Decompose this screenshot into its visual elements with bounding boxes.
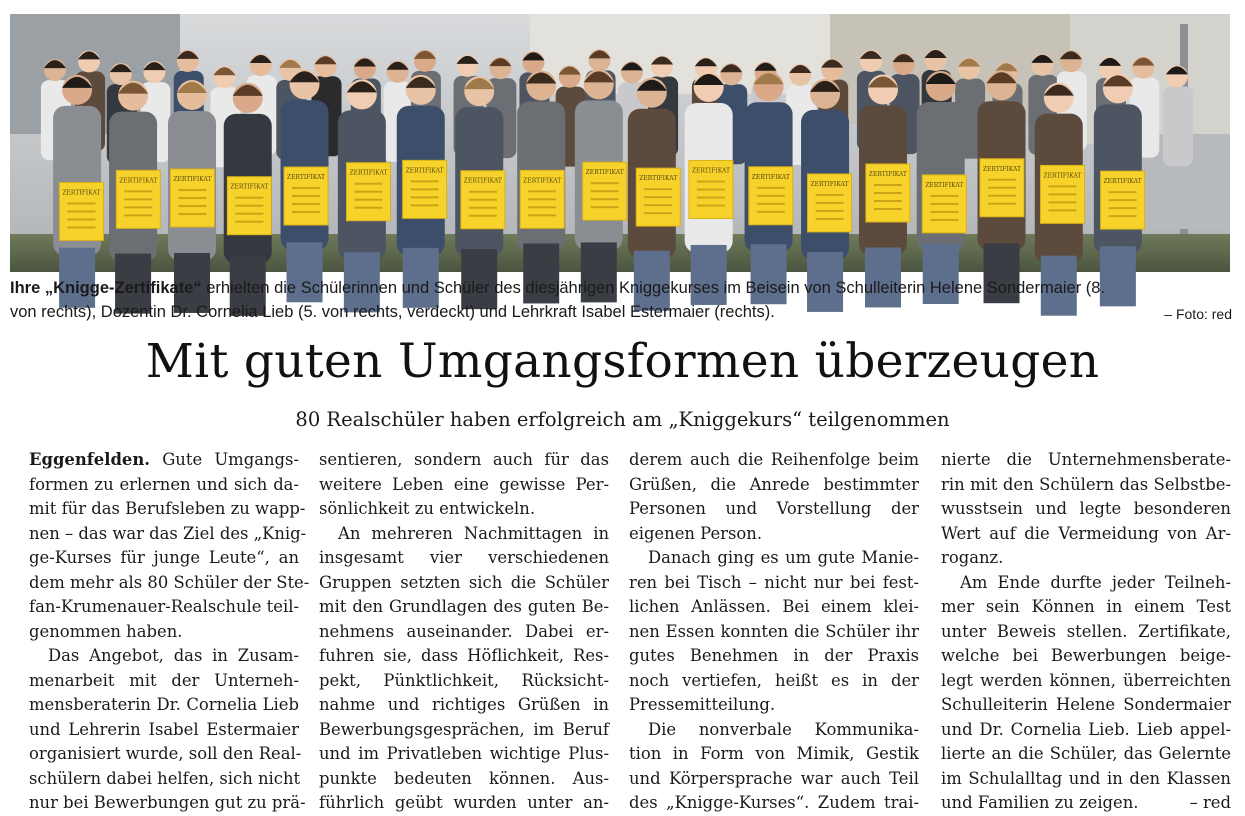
svg-text:ZERTIFIKAT: ZERTIFIKAT: [286, 174, 326, 182]
photo-credit: – Foto: red: [1164, 306, 1232, 322]
article-column-4: [941, 448, 1231, 816]
svg-text:ZERTIFIKAT: ZERTIFIKAT: [62, 189, 101, 197]
text-line: organisiert wurde, soll den Real-: [29, 744, 302, 763]
text-line: rin mit den Schülern das Selbstbe-: [941, 474, 1231, 494]
svg-text:ZERTIFIKAT: ZERTIFIKAT: [405, 167, 444, 175]
text-line: und Dr. Cornelia Lieb. Lieb appel-: [941, 719, 1231, 739]
text-line: legt werden können, überreichten: [941, 670, 1231, 690]
text-line: wusstsein und legte besonderen: [941, 499, 1231, 518]
text-line: An mehreren Nachmittagen in: [338, 523, 609, 543]
text-line: sönlichkeit zu entwickeln.: [319, 499, 536, 518]
article-column-1: [29, 448, 310, 816]
text-line: mensberaterin Dr. Cornelia Lieb: [29, 695, 299, 714]
author-sign: – red: [1189, 793, 1231, 812]
text-line: Pressemitteilung.: [629, 695, 776, 714]
text-line: Gruppen setzten sich die Schüler: [319, 572, 609, 592]
text-line: Danach ging es um gute Manie-: [648, 548, 919, 567]
article-headline: Mit guten Umgangsformen überzeugen: [145, 334, 1100, 389]
text-line: Das Angebot, das in Zusam-: [48, 646, 299, 665]
group-photo-icon: [10, 14, 1230, 272]
text-line: Schulleiterin Helene Sondermaier: [941, 695, 1231, 714]
text-line: gutes Benehmen in der Praxis: [629, 646, 919, 665]
text-line: lichen Anlässen. Bei einem klei-: [629, 597, 919, 616]
text-line: nur bei Bewerbungen gut zu prä-: [29, 793, 306, 812]
text-line: pekt, Pünktlichkeit, Rücksicht-: [319, 670, 609, 690]
svg-text:ZERTIFIKAT: ZERTIFIKAT: [639, 175, 678, 183]
text-line: lierte an die Schüler, das Gelernte: [941, 744, 1231, 763]
text-line: nahme und richtiges Grüßen in: [319, 695, 609, 714]
text-line: formen zu erlernen und sich da-: [29, 474, 299, 494]
article-column-3: [629, 448, 919, 816]
text-line: dem mehr als 80 Schüler der Ste-: [29, 572, 310, 592]
text-line: im Schulalltag und in den Klassen: [941, 768, 1231, 788]
text-line: Grüßen, die Anrede bestimmter: [629, 474, 919, 494]
svg-text:ZERTIFIKAT: ZERTIFIKAT: [925, 181, 964, 189]
text-line: genommen haben.: [29, 621, 183, 641]
text-line: noch vertiefen, heißt es in der: [629, 670, 919, 690]
text-line: nehmens auseinander. Dabei er-: [319, 621, 609, 641]
svg-text:ZERTIFIKAT: ZERTIFIKAT: [463, 177, 502, 185]
text-line: Wert auf die Vermeidung von Ar-: [941, 523, 1231, 543]
svg-text:ZERTIFIKAT: ZERTIFIKAT: [349, 169, 388, 177]
text-line: und Körpersprache war auch Teil: [629, 768, 919, 788]
svg-text:ZERTIFIKAT: ZERTIFIKAT: [1103, 178, 1142, 186]
text-line: Am Ende durfte jeder Teilneh-: [960, 572, 1231, 592]
text-line: unter Beweis stellen. Zertifikate,: [941, 621, 1231, 641]
text-line: weitere Leben eine gewisse Per-: [319, 474, 609, 494]
text-line: mit für das Berufsleben zu wapp-: [29, 499, 306, 518]
text-line: mer sein Können in einem Test: [941, 597, 1231, 616]
svg-text:ZERTIFIKAT: ZERTIFIKAT: [119, 177, 158, 185]
text-line: [941, 791, 1231, 816]
text-line: des „Knigge-Kurses“. Zudem trai-: [629, 793, 919, 812]
svg-text:ZERTIFIKAT: ZERTIFIKAT: [810, 180, 849, 188]
text-line: eigenen Person.: [629, 523, 763, 543]
text-line: punkte bedeuten können. Aus-: [319, 768, 609, 788]
svg-text:ZERTIFIKAT: ZERTIFIKAT: [523, 177, 562, 185]
text-line: roganz.: [941, 548, 1004, 567]
caption-text: erhielten die Schülerinnen und Schüler des diesjährigen Kniggekurses im Beisein von Schulleiterin Helene Sondermaier (8.: [201, 279, 1106, 297]
text-line: tion in Form von Mimik, Gestik: [629, 744, 919, 763]
svg-text:ZERTIFIKAT: ZERTIFIKAT: [1043, 172, 1082, 180]
caption-lead: Ihre „Knigge-Zertifikate“: [10, 279, 202, 297]
svg-text:ZERTIFIKAT: ZERTIFIKAT: [751, 173, 790, 181]
text-line: und im Privatleben wichtige Plus-: [319, 744, 609, 763]
photo-caption: [10, 276, 1232, 324]
closing-text: und Familien zu zeigen.: [941, 793, 1139, 812]
text-line: sentieren, sondern auch für das: [319, 450, 609, 469]
text-line: Die nonverbale Kommunika-: [648, 719, 919, 739]
text-line: schülern dabei helfen, sich nicht: [29, 768, 301, 788]
text-line: Bewerbungsgesprächen, im Beruf: [319, 719, 609, 739]
text-line: ge-Kurses für junge Leute“, an: [29, 548, 299, 567]
text-line: fuhren sie, dass Höflichkeit, Res-: [319, 646, 609, 665]
text-line: und Lehrerin Isabel Estermaier: [29, 719, 299, 739]
text-line: nen Essen konnten die Schüler ihr: [629, 621, 919, 641]
text-line: führlich geübt wurden unter an-: [319, 793, 609, 812]
text-line: Personen und Vorstellung der: [629, 499, 919, 518]
text-line: Eggenfelden. Gute Umgangs-: [29, 450, 299, 469]
text-line: nierte die Unternehmensberate-: [941, 450, 1231, 469]
text-line: menarbeit mit der Unterneh-: [29, 670, 299, 690]
text-line: fan-Krumenauer-Realschule teil-: [29, 597, 299, 616]
text-line: derem auch die Reihenfolge beim: [629, 450, 919, 469]
article-body: [29, 448, 1231, 812]
text-line: mit den Grundlagen des guten Be-: [319, 597, 609, 616]
article-column-2: [319, 448, 609, 816]
text-line: ren bei Tisch – nicht nur bei fest-: [629, 572, 919, 592]
text-line: insgesamt vier verschiedenen: [319, 548, 609, 567]
svg-text:ZERTIFIKAT: ZERTIFIKAT: [982, 165, 1022, 173]
svg-text:ZERTIFIKAT: ZERTIFIKAT: [691, 167, 730, 175]
svg-text:ZERTIFIKAT: ZERTIFIKAT: [173, 176, 212, 184]
text-line: nen – das war das Ziel des „Knig-: [29, 523, 307, 543]
group-photo: [10, 14, 1230, 272]
article-subheadline: 80 Realschüler haben erfolgreich am „Kniggekurs“ teilgenommen: [295, 408, 950, 431]
svg-text:ZERTIFIKAT: ZERTIFIKAT: [585, 169, 624, 177]
svg-text:ZERTIFIKAT: ZERTIFIKAT: [230, 183, 269, 191]
svg-text:ZERTIFIKAT: ZERTIFIKAT: [868, 170, 907, 178]
caption-text-line2: von rechts), Dozentin Dr. Cornelia Lieb (5. von rechts, verdeckt) und Lehrkraft Isabel Estermaier (rechts).: [10, 303, 775, 321]
article-dateline: Eggenfelden.: [29, 450, 150, 469]
text-line: welche bei Bewerbungen beige-: [941, 646, 1231, 665]
